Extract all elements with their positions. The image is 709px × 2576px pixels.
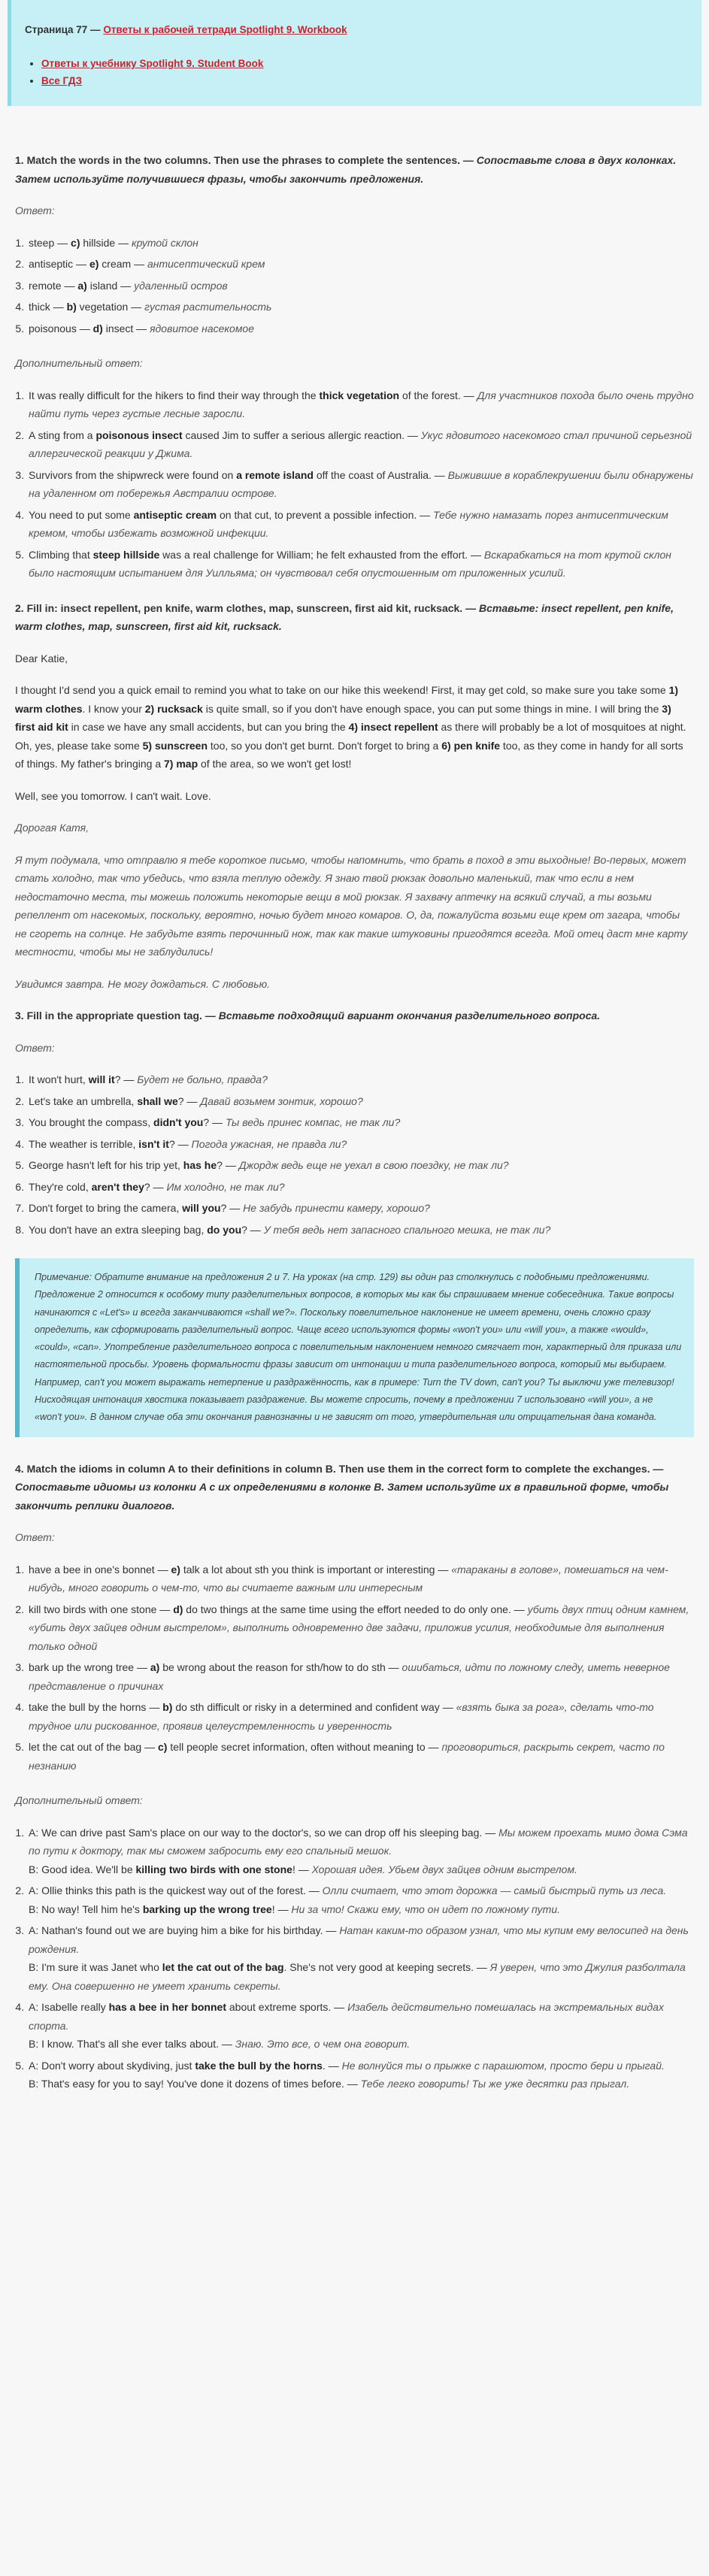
match-letter: b): [66, 301, 77, 313]
sentence-start: You don't have an extra sleeping bag,: [29, 1223, 208, 1236]
letter-body: [15, 681, 694, 773]
line-start: A: Don't worry about skydiving, just: [29, 2059, 195, 2072]
line-start: A: Isabelle really: [29, 2001, 109, 2014]
match-letter: b): [162, 1701, 173, 1714]
answer-phrase: take the bull by the horns: [195, 2059, 323, 2072]
list-item: [27, 1560, 694, 1597]
sentence-end: on that cut, to prevent a possible infection. —: [217, 508, 434, 521]
dialogue-line: [29, 2075, 694, 2093]
question-tag: didn't you: [153, 1116, 204, 1128]
list-item: [27, 277, 694, 295]
task1-sentences: [15, 386, 694, 583]
line-start: A: Ollie thinks this path is the quickest way out of the forest. —: [29, 1884, 323, 1897]
list-item: [27, 298, 694, 316]
answer-phrase: 3) first aid kit: [15, 702, 671, 733]
sentence-end: ? —: [144, 1180, 167, 1193]
task2-heading-ru: Вставьте: insect repellent, pen knife, warm clothes, map, sunscreen, first aid kit, rucksack.: [15, 601, 674, 632]
definition: tell people secret information, often without meaning to —: [167, 1741, 442, 1754]
translation: Джордж ведь еще не уехал в свою поездку, не так ли?: [238, 1159, 509, 1171]
nav-links: [25, 58, 691, 86]
letter-text: too, as they come in handy for all sorts of things. My father's bringing a: [15, 739, 683, 770]
question-tag: isn't it: [138, 1137, 169, 1150]
translation: Тебе нужно намазать порез антисептическим кремом, чтобы избежать возможной инфекции.: [29, 508, 669, 539]
definition: talk a lot about sth you think is important or interesting —: [180, 1563, 452, 1576]
line-start: B: Good idea. We'll be: [29, 1863, 136, 1875]
question-tag: aren't they: [91, 1180, 144, 1193]
sentence-start: Survivors from the shipwreck were found on: [29, 468, 237, 481]
translation: Вскарабкаться на тот крутой склон было настоящим испытанием для Уилльяма; он чувствовал себя опустошенным от приложенных усилий.: [29, 548, 671, 579]
list-item: [27, 1221, 694, 1240]
dialogue-line: [29, 1824, 694, 1860]
word-b: vegetation —: [76, 301, 145, 313]
list-item: [27, 1135, 694, 1154]
sentence-start: Climbing that: [29, 548, 93, 561]
translation: Выжившие в кораблекрушении были обнаружены на удаленном от побережья Австралии острове.: [29, 468, 693, 499]
translation: Будет не больно, правда?: [137, 1073, 268, 1085]
letter-greeting: Dear Katie,: [15, 652, 68, 664]
page-title: [25, 24, 691, 35]
line-start: B: I'm sure it was Janet who: [29, 1961, 162, 1974]
idiom: kill two birds with one stone —: [29, 1603, 174, 1615]
letter-text: . I know your: [82, 702, 145, 715]
idiom: take the bull by the horns —: [29, 1701, 163, 1714]
sentence-start: George hasn't left for his trip yet,: [29, 1159, 183, 1171]
match-letter: e): [171, 1563, 180, 1576]
line-start: B: That's easy for you to say! You've done it dozens of times before. —: [29, 2078, 361, 2090]
question-tag: do you: [207, 1223, 242, 1236]
task1-heading-ru: Сопоставьте слова в двух колонках. Затем используйте получившиеся фразы, чтобы закончить предложения.: [15, 154, 677, 185]
task1-heading-en: 1. Match the words in the two columns. Then use the phrases to complete the sentences. —: [15, 154, 474, 166]
task1-answer-list: [15, 234, 694, 338]
translation: ядовитое насекомое: [150, 322, 254, 334]
line-end: . —: [322, 2059, 342, 2072]
translation: антисептический крем: [147, 258, 265, 270]
sentence-start: They're cold,: [29, 1180, 92, 1193]
answer-phrase: 2) rucksack: [144, 702, 203, 715]
page-prefix: Страница 77 —: [25, 24, 104, 35]
letter-text: in case we have any small accidents, but can you bring the: [68, 721, 349, 733]
answer-phrase: 6) pen knife: [441, 739, 501, 752]
translation: «взять быка за рога», сделать что-то трудное или рискованное, проявив целеустремленность и уверенность: [29, 1701, 654, 1732]
word-b: hillside —: [80, 236, 132, 249]
task4-heading: [15, 1460, 694, 1515]
definition: be wrong about the reason for sth/how to do sth —: [159, 1661, 402, 1674]
word-a: antiseptic —: [29, 258, 89, 270]
translation: ошибаться, идти по ложному следу, иметь неверное представление о причинах: [29, 1661, 670, 1692]
sentence-end: ? —: [168, 1137, 192, 1150]
word-a: thick —: [29, 301, 67, 313]
question-tag: has he: [183, 1159, 217, 1171]
letter-closing: Well, see you tomorrow. I can't wait. Love.: [15, 789, 211, 802]
list-item: [27, 386, 694, 423]
dialogue-line: [29, 2057, 694, 2075]
translation: Мы можем проехать мимо дома Сэма по пути к доктору, так мы сможем забросить ему его спальный мешок.: [29, 1826, 688, 1857]
sentence-start: A sting from a: [29, 428, 96, 441]
list-item: [27, 255, 694, 274]
translation: удаленный остров: [134, 279, 228, 292]
line-end: ! —: [271, 1902, 292, 1915]
idiom: let the cat out of the bag —: [29, 1741, 158, 1754]
list-item: [27, 1738, 694, 1775]
translation: Я уверен, что это Джулия разболтала ему. Она совершенно не умеет хранить секреты.: [29, 1961, 686, 1992]
dialogue-line: [29, 2035, 694, 2054]
dialogue-line: [29, 1998, 694, 2035]
match-letter: a): [150, 1661, 160, 1674]
translation: Хорошая идея. Убьем двух зайцев одним выстрелом.: [311, 1863, 577, 1875]
sentence-end: ? —: [203, 1116, 226, 1128]
letter-closing-ru: Увидимся завтра. Не могу дождаться. С любовью.: [15, 977, 271, 990]
answer-phrase: poisonous insect: [95, 428, 183, 441]
main-content: [8, 151, 701, 2093]
translation: крутой склон: [131, 236, 198, 249]
translation: Не волнуйся ты о прыжке с парашютом, просто бери и прыгай.: [341, 2059, 665, 2072]
list-item: [27, 1092, 694, 1111]
answer-phrase: let the cat out of the bag: [162, 1961, 284, 1974]
match-letter: c): [71, 236, 80, 249]
header-box: [8, 0, 701, 106]
sentence-end: ? —: [241, 1223, 264, 1236]
idiom: bark up the wrong tree —: [29, 1661, 150, 1674]
task4-heading-ru: Сопоставьте идиомы из колонки A с их определениями в колонке B. Затем используйте их в правильной форме, чтобы закончить реплики диалогов.: [15, 1481, 669, 1512]
letter-text: as there will probably be a lot of mosquitoes at night. Oh, yes, please take some: [15, 721, 686, 752]
answer-phrase: steep hillside: [92, 548, 160, 561]
task3-heading: [15, 1006, 694, 1025]
line-start: A: Nathan's found out we are buying him a bike for his birthday. —: [29, 1924, 340, 1937]
letter-text: I thought I'd send you a quick email to remind you what to take on our hike this weekend! First, it may get cold, so make sure you take some: [15, 684, 669, 696]
answer-phrase: thick vegetation: [319, 389, 400, 401]
answer-label: Ответ:: [15, 204, 55, 216]
sentence-start: Let's take an umbrella,: [29, 1094, 138, 1107]
translation: убить двух птиц одним камнем, «убить двух зайцев одним выстрелом», выполнить одновременно две задачи, приложив усилия, необходимые для выполнения только одной: [29, 1603, 689, 1652]
answer-phrase: 4) insect repellent: [348, 721, 438, 733]
translation: У тебя ведь нет запасного спального мешка, не так ли?: [263, 1223, 551, 1236]
translation: Для участников похода было очень трудно найти путь через густые лесные заросли.: [29, 389, 694, 419]
list-item: [27, 1156, 694, 1175]
task3-answer-list: [15, 1070, 694, 1239]
answer-phrase: 1) warm clothes: [15, 684, 679, 715]
task2-heading-en: 2. Fill in: insect repellent, pen knife, warm clothes, map, sunscreen, first aid kit, rucksack. —: [15, 601, 477, 614]
question-tag: will it: [88, 1073, 115, 1085]
match-letter: c): [158, 1741, 168, 1754]
list-item: [27, 1824, 694, 1879]
sentence-end: ? —: [220, 1202, 244, 1214]
word-b: cream —: [98, 258, 147, 270]
task3-heading-en: 3. Fill in the appropriate question tag. —: [15, 1010, 216, 1022]
student-book-link[interactable]: Ответы к учебнику Spotlight 9. Student Book: [41, 58, 264, 69]
match-letter: d): [92, 322, 103, 334]
definition: do two things at the same time using the effort needed to do only one. —: [183, 1603, 528, 1615]
translation: Не забудь принести камеру, хорошо?: [243, 1202, 430, 1214]
answer-phrase: a remote island: [236, 468, 314, 481]
sentence-start: It won't hurt,: [29, 1073, 89, 1085]
line-end: about extreme sports. —: [226, 2001, 348, 2014]
translation: Ни за что! Скажи ему, что он идет по ложному пути.: [291, 1902, 561, 1915]
sentence-start: It was really difficult for the hikers to find their way through the: [29, 389, 320, 401]
translation: Погода ужасная, не правда ли?: [191, 1137, 347, 1150]
task2-heading: [15, 599, 694, 636]
match-letter: a): [77, 279, 87, 292]
word-b: insect —: [102, 322, 150, 334]
translation: «тараканы в голове», помешаться на чем-нибудь, много говорить о чем-то, что вы считаете важным или интересным: [29, 1563, 668, 1594]
match-letter: e): [89, 258, 99, 270]
translation: Изабель действительно помешалась на экстремальных видах спорта.: [29, 2001, 664, 2032]
extra-answer-label: Дополнительный ответ:: [15, 357, 143, 369]
sentence-end: ? —: [177, 1094, 201, 1107]
line-end: . She's not very good at keeping secrets. —: [283, 1961, 490, 1974]
translation: Укус ядовитого насекомого стал причиной серьезной аллергической реакции у Джима.: [29, 428, 692, 459]
list-item: [27, 506, 694, 543]
list-item: [27, 546, 694, 583]
list-item: [27, 1113, 694, 1132]
translation: Натан каким-то образом узнал, что мы купим ему велосипед на день рождения.: [29, 1924, 689, 1955]
task1-heading: [15, 151, 694, 188]
answer-phrase: antiseptic cream: [133, 508, 217, 521]
extra-answer-label: Дополнительный ответ:: [15, 1794, 143, 1807]
question-tag: shall we: [137, 1094, 178, 1107]
list-item: [27, 1921, 694, 1995]
answer-label: Ответ:: [15, 1531, 55, 1544]
task4-dialogues: [15, 1824, 694, 2093]
answer-phrase: killing two birds with one stone: [135, 1863, 292, 1875]
line-start: A: We can drive past Sam's place on our way to the doctor's, so we can drop off his sleeping bag. —: [29, 1826, 499, 1839]
word-a: steep —: [29, 236, 71, 249]
nav-item: [41, 75, 691, 86]
sentence-end: caused Jim to suffer a serious allergic reaction. —: [182, 428, 421, 441]
list-item: [27, 1698, 694, 1735]
list-item: [27, 1178, 694, 1197]
sentence-end: was a real challenge for William; he felt exhausted from the effort. —: [159, 548, 484, 561]
answer-phrase: has a bee in her bonnet: [108, 2001, 226, 2014]
word-b: island —: [86, 279, 135, 292]
workbook-link[interactable]: Ответы к рабочей тетради Spotlight 9. Workbook: [103, 24, 347, 35]
word-a: remote —: [29, 279, 78, 292]
translation: Ты ведь принес компас, не так ли?: [225, 1116, 401, 1128]
letter-text: is quite small, so if you don't have enough space, you can put some things in mine. I will bring the: [202, 702, 662, 715]
letter-greeting-ru: Дорогая Катя,: [15, 822, 89, 834]
dialogue-line: [29, 1860, 694, 1879]
answer-phrase: 5) sunscreen: [142, 739, 208, 752]
word-a: poisonous —: [29, 322, 93, 334]
nav-item: [41, 58, 691, 69]
translation: Им холодно, не так ли?: [166, 1180, 285, 1193]
idiom: have a bee in one's bonnet —: [29, 1563, 171, 1576]
translation: Давай возьмем зонтик, хорошо?: [200, 1094, 363, 1107]
list-item: [27, 466, 694, 503]
sentence-start: Don't forget to bring the camera,: [29, 1202, 183, 1214]
translation: Знаю. Это все, о чем она говорит.: [235, 2038, 411, 2051]
note-box: Примечание: Обратите внимание на предложения 2 и 7. На уроках (на стр. 129) вы один раз столкнулись с подобными предложениями. Предложение 2 относится к особому типу разделительных вопросов, в которых мы как бы спрашиваем мнение собеседника. Такие вопросы начинаются с «Let's» и всегда заканчиваются «shall we?». Поскольку повелительное наклонение не имеет времени, очень сложно сразу определить, как сформировать разделительный вопрос. Чаще всего используются формы «won't you» или «will you», а также «would», «could», «can». Употребление разделительного вопроса с повелительным наклонением немного смягчает тон, характерный для приказа или настоятельной просьбы. Уровень формальности фразы зависит от интонации и типа разделительного вопроса, который мы выбираем. Например, can't you может выражать нетерпение и раздражённость, как в примере: Turn the TV down, can't you? Ты выключи уже телевизор! Нисходящая интонация хвостика показывает раздражение. Вы можете спросить, почему в предложении 7 использовано «will you», а не «won't you». В данном случае оба эти окончания равнозначны и не зависят от того, утвердительная или отрицательная дана команда.: [15, 1258, 694, 1437]
list-item: [27, 319, 694, 338]
line-start: B: I know. That's all she ever talks about. —: [29, 2038, 235, 2051]
list-item: [27, 2057, 694, 2093]
letter-body-ru: Я тут подумала, что отправлю я тебе короткое письмо, чтобы напомнить, что брать в поход в эти выходные! Во-первых, может стать холодно, так что убедись, что взяла теплую одежду. Я знаю твой рюкзак довольно маленький, так что если в нем недостаточно места, ты можешь положить некоторые вещи в мой рюкзак. Я захвачу аптечку на всякий случай, а ты возьми репеллент от насекомых, поскольку, вероятно, ночью будет много комаров. О, да, пожалуйста возьми еще крем от загара, чтобы не сгореть на солнце. Не забудьте взять перочинный нож, так как такие штуковины пригодятся всегда. Мой отец даст мне карту местности, чтобы мы не заблудились!: [15, 853, 688, 958]
answer-phrase: barking up the wrong tree: [142, 1902, 272, 1915]
task3-heading-ru: Вставьте подходящий вариант окончания разделительного вопроса.: [215, 1010, 601, 1022]
dialogue-line: [29, 1921, 694, 1958]
translation: проговориться, раскрыть секрет, часто по незнанию: [29, 1741, 665, 1772]
match-letter: d): [173, 1603, 183, 1615]
sentence-end: ? —: [114, 1073, 138, 1085]
answer-phrase: 7) map: [164, 758, 198, 770]
sentence-end: off the coast of Australia. —: [313, 468, 448, 481]
list-item: [27, 1600, 694, 1656]
dialogue-line: [29, 1881, 694, 1900]
task4-heading-en: 4. Match the idioms in column A to their definitions in column B. Then use them in the correct form to complete the exchanges. —: [15, 1462, 664, 1475]
question-tag: will you: [182, 1202, 221, 1214]
list-item: [27, 1070, 694, 1089]
line-start: B: No way! Tell him he's: [29, 1902, 143, 1915]
sentence-start: The weather is terrible,: [29, 1137, 139, 1150]
list-item: [27, 426, 694, 463]
dialogue-line: [29, 1900, 694, 1919]
letter-text: of the area, so we won't get lost!: [198, 758, 352, 770]
task4-answer-list: [15, 1560, 694, 1775]
all-gdz-link[interactable]: Все ГДЗ: [41, 75, 83, 86]
list-item: [27, 1199, 694, 1218]
sentence-start: You brought the compass,: [29, 1116, 154, 1128]
sentence-end: of the forest. —: [399, 389, 477, 401]
list-item: [27, 1998, 694, 2054]
list-item: [27, 1658, 694, 1695]
list-item: [27, 1881, 694, 1918]
dialogue-line: [29, 1958, 694, 1995]
definition: do sth difficult or risky in a determined and confident way —: [172, 1701, 456, 1714]
list-item: [27, 234, 694, 253]
sentence-end: ? —: [217, 1159, 239, 1171]
translation: густая растительность: [144, 301, 272, 313]
sentence-start: You need to put some: [29, 508, 134, 521]
line-end: ! —: [292, 1863, 312, 1875]
letter-text: too, so you don't get burnt. Don't forget to bring a: [208, 739, 442, 752]
translation: Тебе легко говорить! Ты же уже десятки раз прыгал.: [360, 2078, 630, 2090]
answer-label: Ответ:: [15, 1041, 55, 1054]
translation: Олли считает, что этот дорожка — самый быстрый путь из леса.: [322, 1884, 667, 1897]
